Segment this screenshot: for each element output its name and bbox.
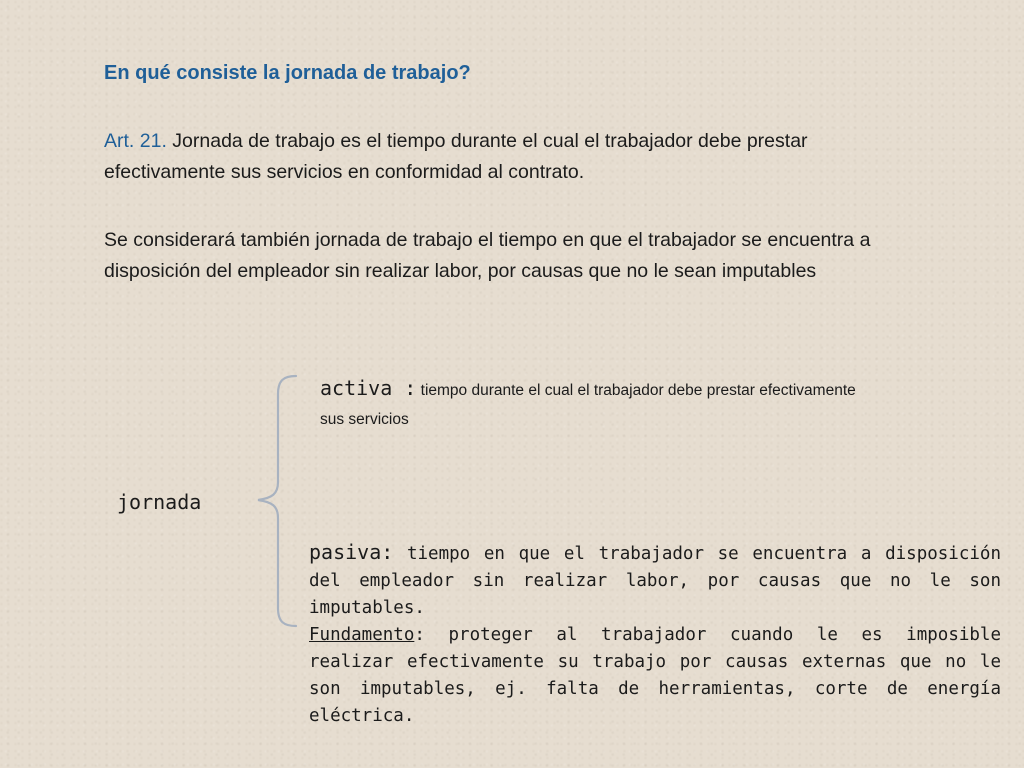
- slide-title: En qué consiste la jornada de trabajo?: [104, 62, 471, 84]
- article-paragraph: [104, 126, 904, 188]
- fundamento-text: : proteger al trabajador cuando le es imposible realizar efectivamente su trabajo por causas externas que no le son imputables, ej. falta de herramientas, corte de energía eléctrica.: [309, 625, 1001, 726]
- article-text: Jornada de trabajo es el tiempo durante el cual el trabajador debe prestar efectivamente sus servicios en conformidad al contrato.: [104, 130, 808, 183]
- activa-description: tiempo durante el cual el trabajador debe prestar efectivamente sus servicios: [320, 382, 856, 428]
- jornada-root: jornada: [117, 490, 202, 514]
- article-label: Art. 21.: [104, 130, 167, 152]
- fundamento-label: Fundamento: [309, 625, 415, 645]
- pasiva-paragraph: [309, 539, 1001, 622]
- second-paragraph: Se considerará también jornada de trabajo el tiempo en que el trabajador se encuentra a disposición del empleador sin realizar labor, por causas que no le sean imputables: [104, 229, 871, 282]
- fundamento-paragraph: [309, 622, 1001, 730]
- pasiva-description: tiempo en que el trabajador se encuentra a disposición del empleador sin realizar labor, por causas que no le son imputables.: [309, 544, 1001, 618]
- activa-item: [320, 374, 860, 434]
- activa-term: activa :: [320, 376, 417, 400]
- pasiva-term: pasiva:: [309, 540, 394, 564]
- pasiva-item: [309, 539, 1001, 730]
- curly-brace-icon: [252, 372, 300, 632]
